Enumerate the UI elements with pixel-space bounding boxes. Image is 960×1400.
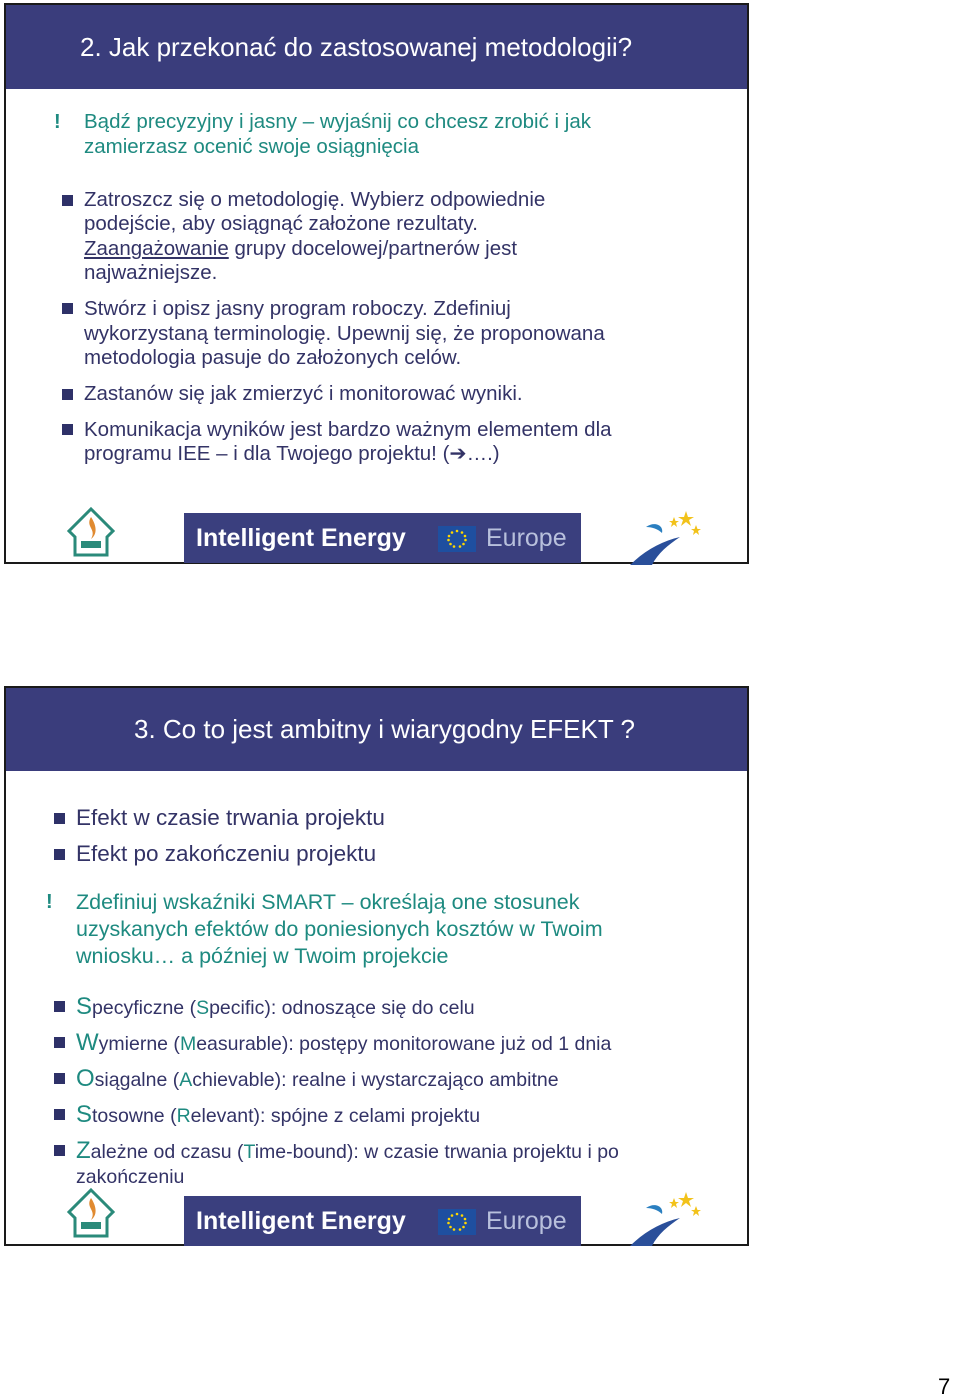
slide-1-bullet-3: Zastanów się jak zmierzyć i monitorować wyniki.	[84, 382, 523, 405]
banner-right-text: Europe	[486, 524, 567, 552]
smart-letter: S	[76, 993, 93, 1020]
iee-star-logo-icon	[624, 507, 704, 569]
square-bullet-icon	[62, 424, 73, 435]
smart-text: chievable): realne i wystarczająco ambitne	[192, 1069, 559, 1091]
slide-1-bullet-1-line-1: Zatroszcz się o metodologię. Wybierz odpowiednie	[84, 188, 546, 211]
smart-key-letter: T	[243, 1141, 255, 1163]
square-bullet-icon	[54, 1109, 65, 1120]
kape-logo-icon	[63, 505, 119, 561]
slide-1-bullet-1-line-3-rest: grupy docelowej/partnerów jest	[228, 237, 518, 260]
eu-flag-icon	[438, 526, 476, 552]
smart-key-letter: S	[196, 997, 210, 1019]
slide-1-header	[6, 5, 747, 89]
slide-2-highlight-line-3: wniosku… a później w Twoim projekcie	[76, 944, 449, 968]
slide-1-title: 2. Jak przekonać do zastosowanej metodologii?	[80, 32, 633, 62]
slide-2-highlight-line-2: uzyskanych efektów do poniesionych kosztów w Twoim	[76, 917, 603, 941]
smart-text: easurable): postępy monitorowane już od 1 dnia	[196, 1033, 612, 1055]
slide-1	[4, 3, 749, 564]
smart-key-letter: A	[179, 1069, 193, 1091]
smart-key-letter: R	[176, 1105, 191, 1127]
slide-2-footer	[6, 1186, 747, 1246]
slide-1-highlight-line-2: zamierzasz ocenić swoje osiągnięcia	[84, 135, 419, 158]
slide-1-bullet-1-line-4: najważniejsze.	[84, 261, 218, 284]
kape-logo-icon	[63, 1186, 119, 1242]
square-bullet-icon	[54, 1037, 65, 1048]
slide-2-item-2: Efekt po zakończeniu projektu	[76, 841, 377, 866]
intelligent-energy-banner	[184, 1196, 581, 1246]
exclamation-icon: !	[54, 111, 61, 133]
square-bullet-icon	[54, 1001, 65, 1012]
slide-1-bullet-2-line-3: metodologia pasuje do założonych celów.	[84, 346, 462, 369]
square-bullet-icon	[62, 195, 73, 206]
eu-flag-icon	[438, 1209, 476, 1235]
underlined-term: Zaangażowanie	[84, 237, 229, 260]
slide-2-title: 3. Co to jest ambitny i wiarygodny EFEKT ?	[134, 714, 635, 744]
square-bullet-icon	[54, 849, 65, 860]
smart-text: elevant): spójne z celami projektu	[190, 1105, 481, 1127]
square-bullet-icon	[62, 389, 73, 400]
banner-left-text: Intelligent Energy	[196, 1207, 406, 1235]
smart-item-measurable	[76, 1030, 611, 1057]
slide-2	[4, 686, 749, 1246]
smart-item-relevant	[76, 1102, 480, 1129]
banner-right-text: Europe	[486, 1207, 567, 1235]
smart-text: ależne od czasu (	[90, 1141, 244, 1163]
smart-text: siągalne (	[94, 1069, 180, 1091]
smart-letter: O	[76, 1065, 95, 1092]
square-bullet-icon	[62, 303, 73, 314]
intelligent-energy-banner	[184, 513, 581, 563]
slide-1-highlight-line-1: Bądź precyzyjny i jasny – wyjaśnij co chcesz zrobić i jak	[84, 110, 591, 133]
slide-2-highlight-line-1: Zdefiniuj wskaźniki SMART – określają one stosunek	[76, 890, 580, 914]
smart-item-time-bound	[76, 1138, 619, 1165]
slide-1-bullet-2-line-2: wykorzystaną terminologię. Upewnij się, że proponowana	[84, 322, 605, 345]
smart-text: pecyficzne (	[92, 997, 197, 1019]
smart-key-letter: M	[179, 1033, 197, 1055]
smart-letter: W	[76, 1029, 99, 1056]
square-bullet-icon	[54, 813, 65, 824]
page-number: 7	[938, 1374, 951, 1399]
smart-text: tosowne (	[92, 1105, 177, 1127]
slide-1-bullet-4-line-1: Komunikacja wyników jest bardzo ważnym elementem dla	[84, 418, 612, 441]
slide-2-item-1: Efekt w czasie trwania projektu	[76, 805, 385, 830]
slide-2-header	[6, 688, 747, 771]
smart-item-achievable	[76, 1066, 559, 1093]
smart-text: pecific): odnoszące się do celu	[209, 997, 475, 1019]
slide-1-bullet-4-line-2: programu IEE – i dla Twojego projektu! (➔….)	[84, 442, 500, 465]
slide-1-bullet-1-line-2: podejście, aby osiągnąć założone rezultaty.	[84, 212, 478, 235]
banner-left-text: Intelligent Energy	[196, 524, 406, 552]
smart-item-specific	[76, 994, 475, 1021]
square-bullet-icon	[54, 1073, 65, 1084]
iee-star-logo-icon	[624, 1188, 704, 1250]
square-bullet-icon	[54, 1145, 65, 1156]
smart-text: ymierne (	[98, 1033, 180, 1055]
smart-text: ime-bound): w czasie trwania projektu i po	[254, 1141, 619, 1163]
slide-1-footer	[6, 505, 747, 565]
slide-1-bullet-1-line-3	[84, 237, 517, 262]
smart-item-time-bound-line-2: zakończeniu	[76, 1166, 185, 1188]
exclamation-icon: !	[46, 891, 53, 913]
slide-1-bullet-2-line-1: Stwórz i opisz jasny program roboczy. Zdefiniuj	[84, 297, 511, 320]
smart-letter: Z	[76, 1137, 91, 1164]
smart-letter: S	[76, 1101, 93, 1128]
